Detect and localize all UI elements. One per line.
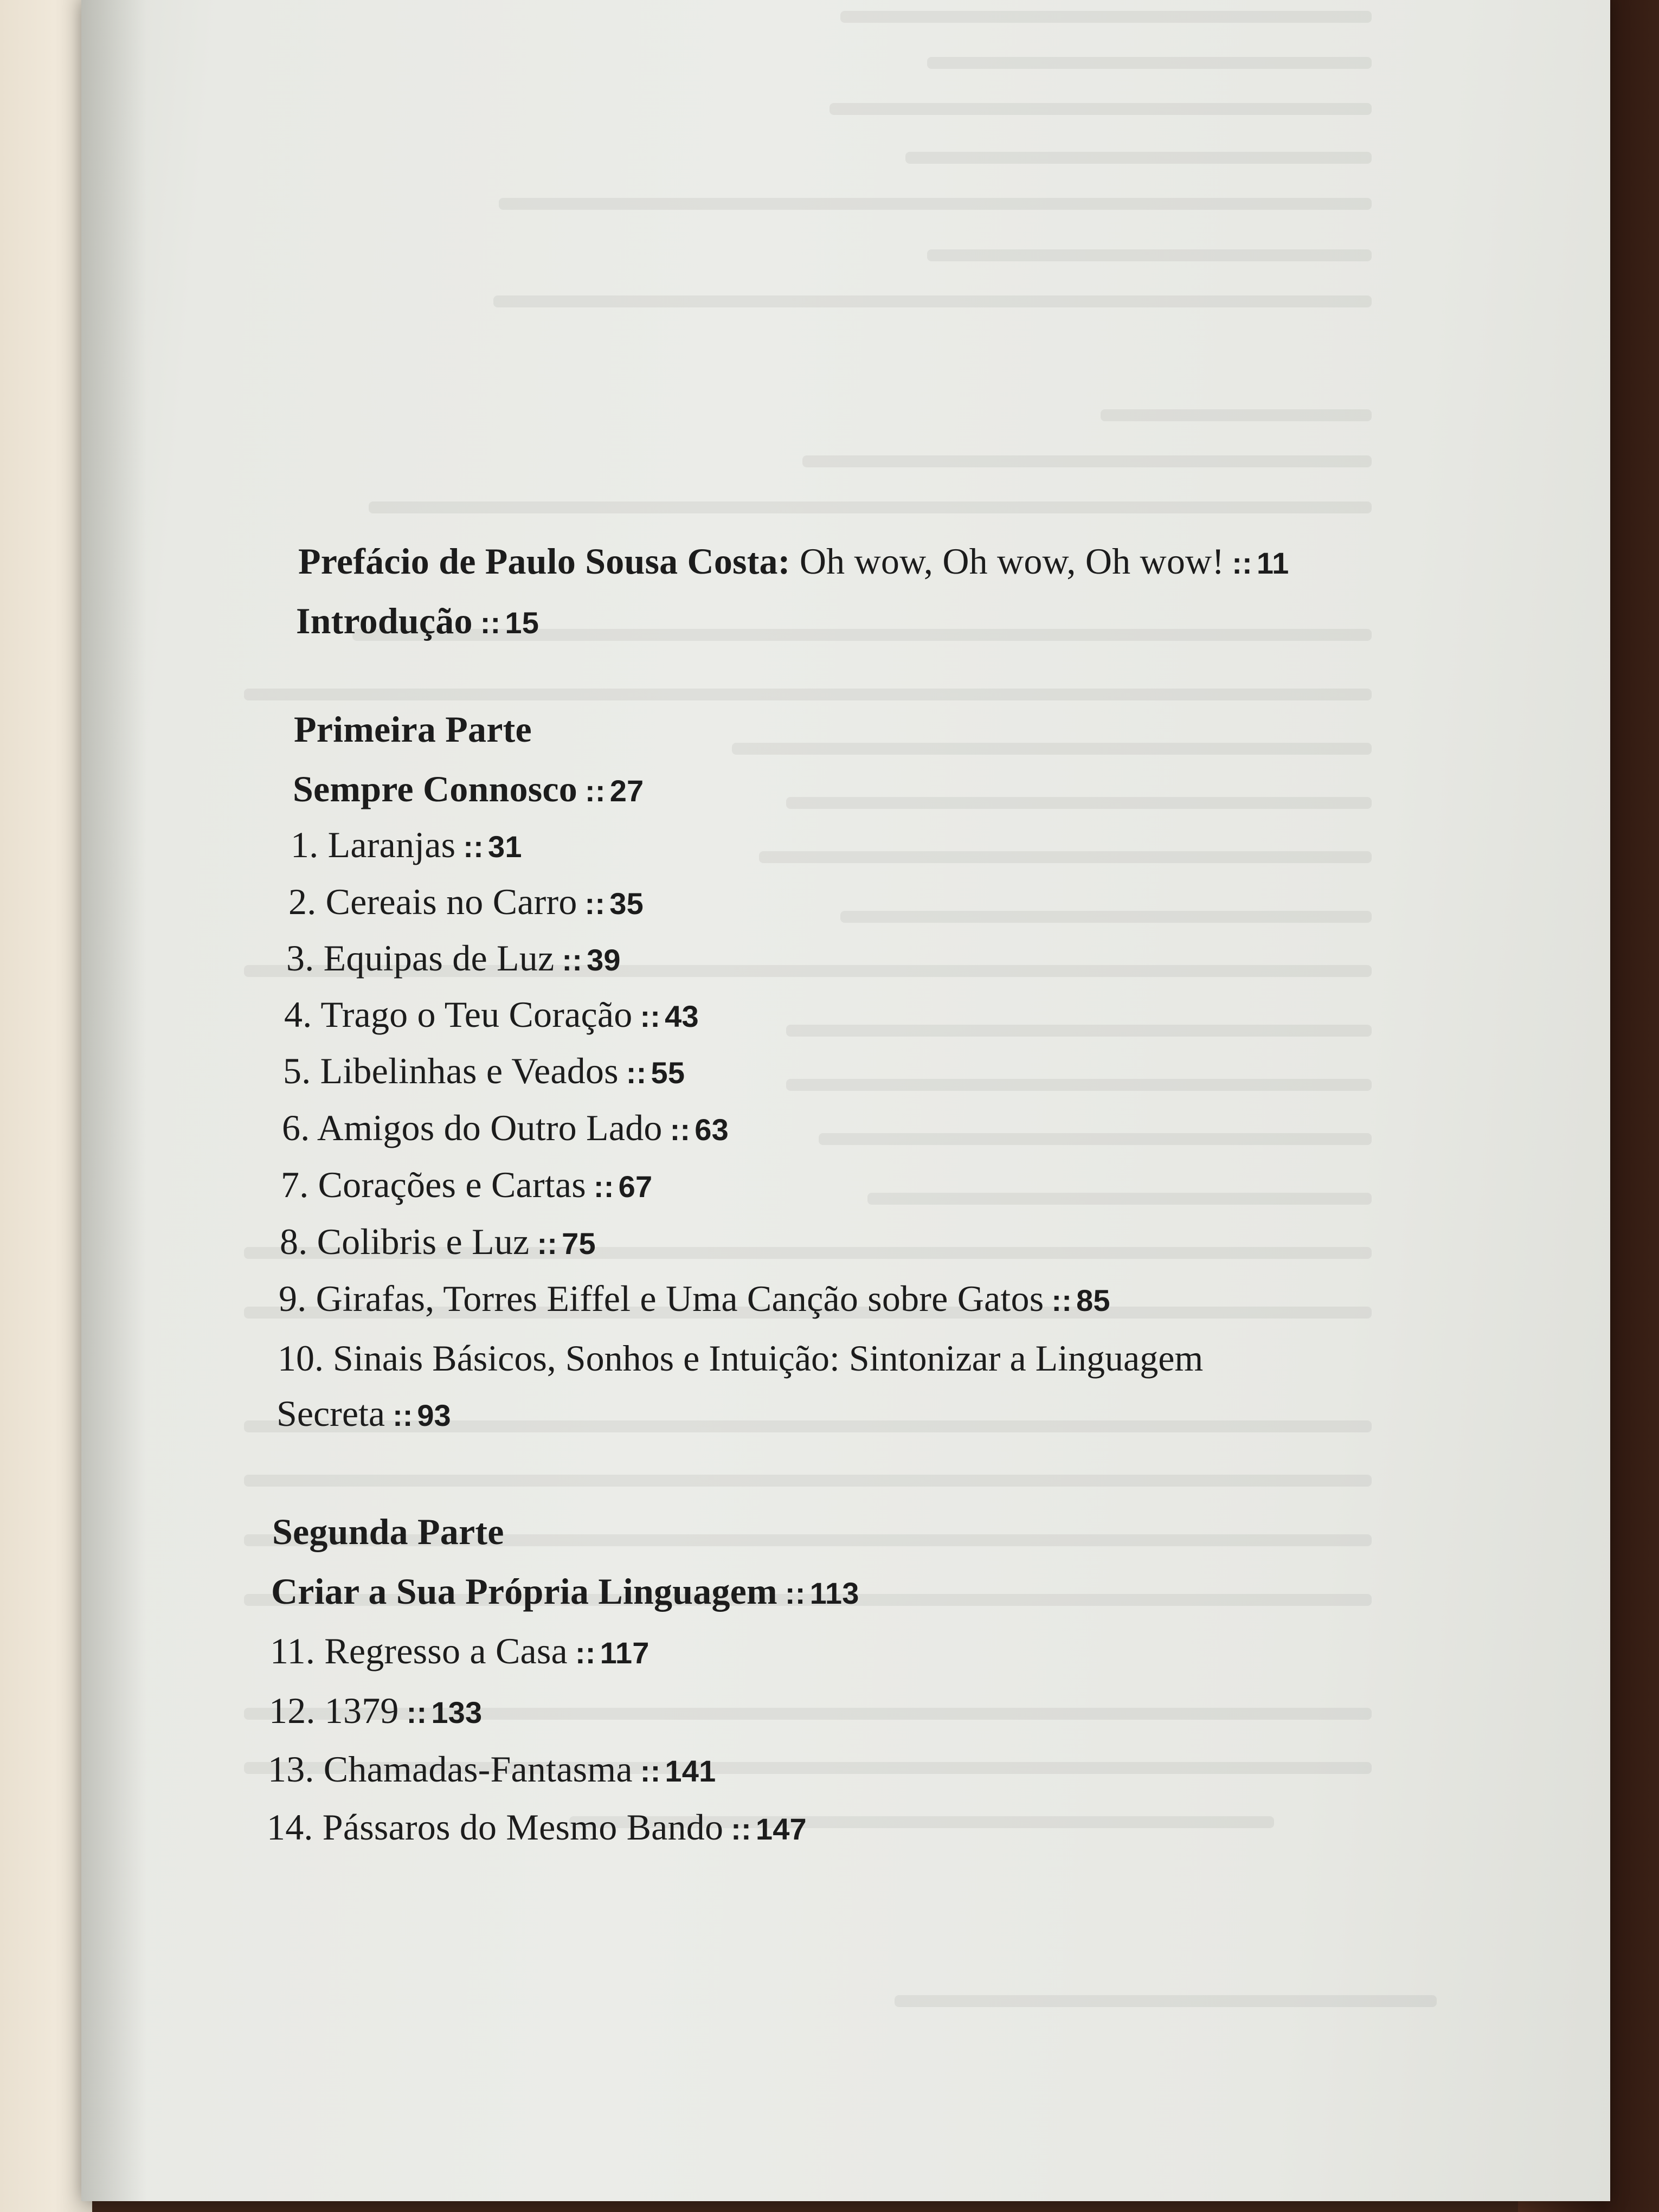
chapter-title: 13. Chamadas-Fantasma [268, 1748, 633, 1790]
page-number: 31 [488, 829, 522, 864]
chapter-entry [270, 1626, 650, 1677]
chapter-title: 7. Corações e Cartas [281, 1164, 586, 1205]
page-number: 43 [665, 999, 699, 1033]
page-number: 27 [609, 774, 644, 808]
page-number: 117 [600, 1636, 650, 1670]
chapter-title: 1. Laranjas [291, 824, 456, 865]
toc-separator: :: [731, 1812, 751, 1846]
chapter-entry [280, 1217, 596, 1268]
toc-separator: :: [562, 943, 583, 977]
toc-separator: :: [584, 886, 606, 921]
chapter-title: 10. Sinais Básicos, Sonhos e Intuição: Sintonizar a Linguagem [278, 1338, 1204, 1379]
page-number: 93 [417, 1398, 451, 1432]
chapter-entry [286, 934, 621, 985]
previous-page-edge [0, 0, 92, 2212]
page-number: 147 [755, 1812, 807, 1846]
page-number: 75 [562, 1226, 596, 1261]
part-two-heading [272, 1507, 504, 1556]
toc-separator: :: [785, 1576, 806, 1610]
chapter-entry-line-1 [278, 1334, 1203, 1382]
chapter-title: 14. Pássaros do Mesmo Bando [267, 1806, 724, 1848]
chapter-title: 5. Libelinhas e Veados [283, 1050, 619, 1091]
chapter-title: 4. Trago o Teu Coração [284, 994, 633, 1035]
toc-separator: :: [575, 1636, 596, 1670]
chapter-title: 6. Amigos do Outro Lado [282, 1107, 663, 1148]
page-number: 55 [651, 1056, 685, 1090]
chapter-title-continued: Secreta [276, 1393, 385, 1434]
part-one-heading [294, 705, 532, 754]
book-page [81, 0, 1610, 2201]
page-number: 39 [587, 943, 621, 977]
toc-separator: :: [463, 829, 484, 864]
toc-separator: :: [406, 1695, 427, 1729]
toc-separator: :: [1232, 546, 1252, 580]
page-number: 113 [809, 1576, 859, 1610]
toc-entry-preface [298, 537, 1289, 588]
introduction-label: Introdução [296, 600, 473, 641]
chapter-entry [269, 1686, 482, 1737]
toc-separator: :: [670, 1113, 691, 1147]
chapter-title: 12. 1379 [269, 1690, 399, 1731]
chapter-entry [291, 820, 522, 871]
chapter-entry [282, 1103, 729, 1154]
page-number: 141 [665, 1754, 716, 1788]
toc-separator: :: [593, 1169, 614, 1204]
toc-entry-introduction [296, 596, 539, 647]
chapter-title: 11. Regresso a Casa [270, 1630, 568, 1671]
toc-separator: :: [640, 1754, 661, 1788]
chapter-title: 9. Girafas, Torres Eiffel e Uma Canção sobre Gatos [279, 1278, 1044, 1319]
chapter-entry-line-2 [276, 1389, 451, 1440]
page-number: 63 [695, 1113, 729, 1147]
page-number: 85 [1076, 1283, 1110, 1317]
preface-label-bold: Prefácio de Paulo Sousa Costa: [298, 541, 790, 582]
chapter-entry [281, 1160, 652, 1211]
toc-separator: :: [640, 999, 661, 1033]
chapter-entry [279, 1274, 1110, 1325]
chapter-title: 8. Colibris e Luz [280, 1221, 530, 1262]
page-number: 67 [618, 1169, 653, 1204]
part-heading-label: Primeira Parte [294, 709, 532, 750]
page-number: 15 [505, 606, 539, 640]
table-of-contents [81, 0, 1610, 2201]
toc-separator: :: [480, 606, 501, 640]
part-one-subtitle [293, 764, 644, 815]
part-two-subtitle [271, 1567, 859, 1618]
part-subtitle-label: Sempre Connosco [293, 768, 577, 809]
toc-separator: :: [537, 1226, 558, 1261]
toc-separator: :: [393, 1398, 413, 1432]
toc-separator: :: [585, 774, 606, 808]
chapter-entry [268, 1745, 716, 1796]
chapter-entry [284, 990, 699, 1041]
part-heading-label: Segunda Parte [272, 1511, 504, 1552]
chapter-title: 2. Cereais no Carro [288, 881, 577, 922]
chapter-title: 3. Equipas de Luz [286, 937, 555, 979]
chapter-entry [283, 1046, 685, 1097]
page-number: 35 [609, 886, 644, 921]
page-number: 11 [1256, 546, 1289, 580]
page-number: 133 [431, 1695, 483, 1729]
toc-separator: :: [1051, 1283, 1072, 1317]
chapter-entry [267, 1803, 807, 1854]
preface-label-rest: Oh wow, Oh wow, Oh wow! [799, 541, 1225, 582]
chapter-entry [288, 877, 644, 928]
part-subtitle-label: Criar a Sua Própria Linguagem [271, 1571, 777, 1612]
toc-separator: :: [626, 1056, 647, 1090]
